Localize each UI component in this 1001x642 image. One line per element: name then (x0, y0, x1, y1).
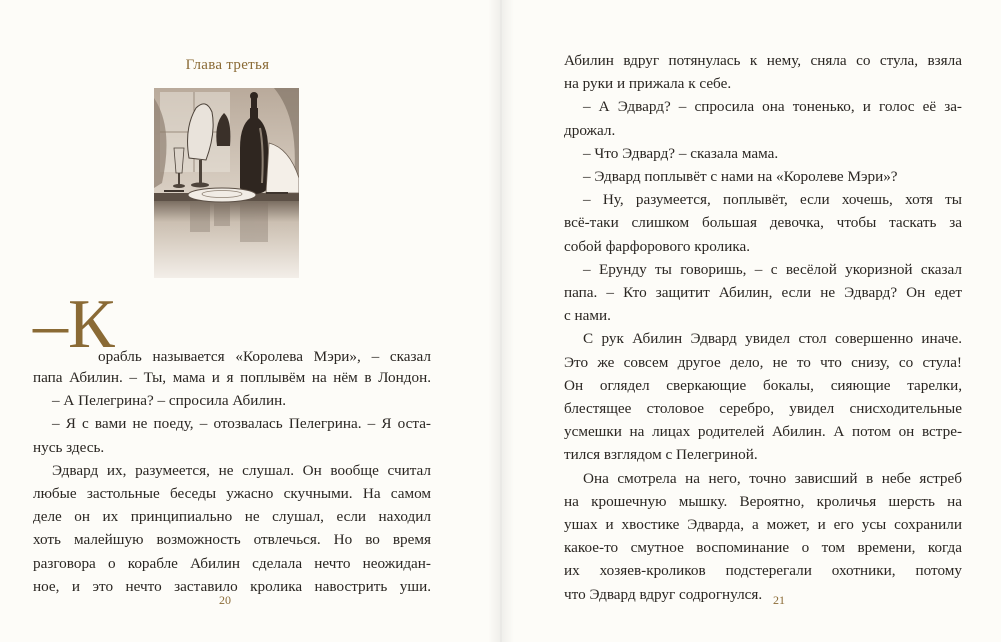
text-line: что Эдвард вдруг содрогнулся. (564, 585, 763, 603)
text-line: Она смотрела на него, точно зависший в небе ястреб (583, 469, 962, 487)
text-line: папа. – Кто защитит Абилин, если не Эдвард? Он едет (564, 284, 962, 302)
text-line: С рук Абилин Эдвард увидел стол совершенно иначе. (583, 330, 962, 348)
drop-cap: –К (33, 286, 115, 363)
text-line: ное, и это нечто заставило кролика навострить уши. (33, 577, 431, 595)
text-line: нусь здесь. (33, 438, 105, 456)
text-line: на руки и прижала к себе. (564, 75, 732, 93)
page-number-left: 20 (219, 593, 231, 607)
chapter-title: Глава третья (185, 57, 270, 73)
text-line: – Что Эдвард? – сказала мама. (583, 144, 779, 162)
text-line: любые застольные беседы ужасно скучными. На самом (33, 485, 431, 503)
text-line: папа Абилин. – Ты, мама и я поплывём на нём в Лондон. (33, 369, 431, 386)
text-line: Это же совсем другое дело, не то что снизу, со стула! (564, 353, 962, 371)
text-line: – Эдвард поплывёт с нами на «Королеве Мэри»? (583, 168, 898, 186)
text-line: – Ну, разумеется, поплывёт, если хочешь, хотя ты (583, 191, 962, 209)
text-line: орабль называется «Королева Мэри», – сказал (98, 348, 431, 365)
text-line: блестящее столовое серебро, увидел снисходительные (564, 400, 962, 418)
table-setting-illustration (154, 88, 299, 278)
text-line: усмешки на лицах родителей Абилин. А потом он встре- (564, 423, 962, 441)
page-number-right: 21 (773, 593, 785, 607)
text-line: – А Пелегрина? – спросила Абилин. (52, 392, 287, 410)
text-line: всё-таки слишком большая девочка, чтобы таскать за (564, 214, 962, 232)
text-line: – А Эдвард? – спросила она тоненько, и голос её за- (583, 98, 962, 116)
text-line: дрожал. (564, 121, 616, 139)
text-line: – Я с вами не поеду, – отозвалась Пелегрина. – Я оста- (52, 415, 431, 433)
text-line: с нами. (564, 307, 611, 325)
text-line: Абилин вдруг потянулась к нему, сняла со стула, взяла (564, 52, 962, 69)
text-line: Эдвард их, разумеется, не слушал. Он вообще считал (52, 461, 431, 479)
text-line: их хозяев-кроликов подстерегали охотники, потому (564, 562, 962, 580)
text-line: на крошечную мышку. Вероятно, кроличья шерсть на (564, 492, 962, 510)
text-line: деле он их принципиально не слушал, если находил (33, 508, 431, 526)
text-line: какое-то смутное воспоминание о том времени, когда (564, 539, 962, 557)
text-line: тился взглядом с Пелегриной. (564, 446, 758, 464)
text-line: ушах и хвостике Эдварда, а может, и его усы сохранили (564, 516, 962, 534)
text-line: хоть малейшую возможность отвлечься. Но во время (33, 531, 431, 549)
text-line: Он оглядел сверкающие бокалы, сияющие тарелки, (564, 376, 962, 394)
text-line: собой фарфорового кролика. (564, 237, 751, 255)
opening-line (33, 286, 431, 366)
left-page (0, 0, 500, 642)
text-line: – Ерунду ты говоришь, – с весёлой укоризной сказал (583, 260, 962, 278)
text-line: разговора о корабле Абилин сделала нечто неожидан- (33, 554, 431, 572)
left-page-text (33, 286, 431, 598)
right-page-text (564, 49, 962, 606)
